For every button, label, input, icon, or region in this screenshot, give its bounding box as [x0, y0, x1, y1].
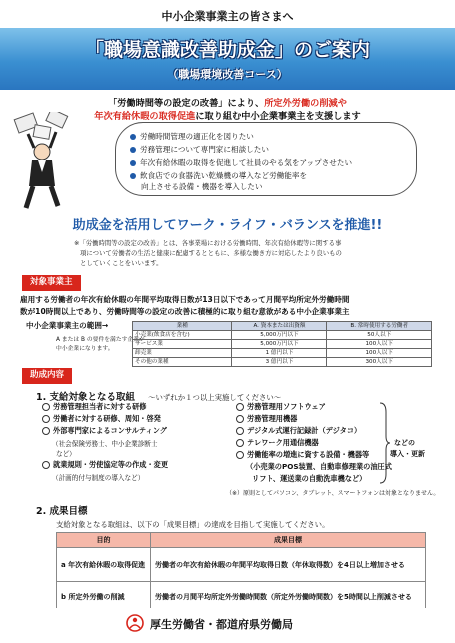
lead-term: 「労働時間等の設定の改善」 [108, 98, 228, 109]
table-cell: 5,000万円以下 [232, 340, 327, 349]
table-cell: 5,000万円以下 [232, 331, 327, 340]
content-tag: 助成内容 [22, 368, 72, 384]
table-cell: 労働者の月間平均所定外労働時間数（所定外労働時間数）を5時間以上削減させる [151, 582, 426, 612]
table-cell: 100人以下 [327, 349, 432, 358]
business-scale-table [132, 321, 432, 367]
measure-item: 就業規則・労使協定等の作成・変更 [42, 460, 168, 470]
scope-label: 中小企業事業主の範囲→ [26, 321, 109, 330]
bracket-icon [378, 402, 390, 484]
measure-item: 外部専門家によるコンサルティング [42, 426, 167, 436]
definition-note: ※「労働時間等の設定の改善」とは、各事業場における労働時間、年次有給休暇等に関する事 [74, 239, 342, 247]
definition-note: 項について労働者の生活と健康に配慮するとともに、多様な働き方に対応したより良いもの [80, 249, 342, 257]
table-row [133, 349, 432, 358]
page-title: 「職場意識改善助成金」のご案内 [84, 39, 370, 61]
circle-icon [42, 461, 50, 469]
table-header: 成果目標 [151, 533, 426, 548]
circle-icon [42, 415, 50, 423]
circle-icon [42, 403, 50, 411]
table-cell: 1 億円以下 [232, 349, 327, 358]
equipment-item: 労務管理用ソフトウェア [236, 402, 326, 412]
table-header: 業種 [133, 322, 232, 331]
ministry-name: 厚生労働省・都道府県労働局 [150, 618, 293, 631]
cheering-worker-illustration [8, 112, 78, 212]
equipment-item-detail: リフト、運送業の自動洗車機など） [252, 474, 367, 483]
table-row [133, 331, 432, 340]
table-cell: 3 億円以下 [232, 358, 327, 367]
table-cell: a 年次有給休暇の取得促進 [57, 548, 151, 582]
table-row [133, 340, 432, 349]
table-row [133, 358, 432, 367]
ministry-logo-icon [126, 614, 144, 632]
table-cell: 50人以下 [327, 331, 432, 340]
table-cell: サービス業 [133, 340, 232, 349]
table-header-row [133, 322, 432, 331]
target-text: 数が10時間以上であり、労働時間等の設定の改善に積極的に取り組む意欲がある中小企業事業主 [20, 307, 350, 316]
measure-item-detail: など） [56, 450, 76, 458]
target-text: 雇用する労働者の年次有給休暇の年間平均取得日数が13日以下であって月間平均所定外労働時間 [20, 295, 350, 304]
circle-icon [236, 451, 244, 459]
equipment-item: デジタル式運行記録計（デジタコ） [236, 426, 361, 436]
goal-table [56, 532, 426, 612]
equipment-footnote: （※）原則としてパソコン、タブレット、スマートフォンは対象となりません。 [226, 490, 440, 497]
bubble-item: 労務管理について専門家に相談したい [130, 144, 269, 155]
bullet-icon [130, 134, 136, 140]
target-tag: 対象事業主 [22, 275, 81, 291]
slogan: 助成金を活用してワーク・ライフ・バランスを推進!! [72, 218, 383, 233]
circle-icon [236, 415, 244, 423]
section-2-description: 支給対象となる取組は、以下の「成果目標」の達成を目指して実施してください。 [56, 520, 330, 529]
lead-joiner: により、 [227, 98, 265, 109]
table-header-row [57, 533, 426, 548]
lead-highlight-overtime: 所定外労働の削減や [264, 98, 347, 109]
table-cell: 小売業(飲食店を含む) [133, 331, 232, 340]
table-row [57, 548, 426, 582]
bubble-item: 労働時間管理の適正化を図りたい [130, 131, 254, 142]
aside-label: 導入・更新 [390, 450, 425, 458]
circle-icon [236, 403, 244, 411]
intro-line: 中小企業事業主の皆さまへ [161, 10, 294, 23]
bullet-icon [130, 147, 136, 153]
table-cell: 300人以下 [327, 358, 432, 367]
equipment-item: テレワーク用通信機器 [236, 438, 319, 448]
scope-note: 中小企業になります。 [56, 346, 114, 352]
measure-item: 労働者に対する研修、周知・啓発 [42, 414, 161, 424]
table-row [57, 582, 426, 612]
table-cell: 労働者の年次有給休暇の年間平均取得日数（年休取得数）を4日以上増加させる [151, 548, 426, 582]
circle-icon [42, 427, 50, 435]
definition-note: としていくことをいいます。 [80, 259, 163, 267]
lead-line-1 [0, 95, 455, 109]
aside-label: などの [394, 439, 415, 447]
table-cell: 100人以下 [327, 340, 432, 349]
equipment-item-detail: （小売業のPOS装置、自動車修理業の油圧式 [246, 462, 392, 471]
bullet-icon [130, 173, 136, 179]
table-header: B. 常時使用する労働者 [327, 322, 432, 331]
section-2-heading: 2. 成果目標 [36, 506, 88, 517]
measure-item-detail: （社会保険労務士、中小企業診断士 [52, 440, 158, 448]
page-subtitle: （職場環境改善コース） [167, 68, 288, 81]
circle-icon [236, 427, 244, 435]
measure-item-detail: （計画的付与制度の導入など） [52, 474, 145, 482]
measure-item: 労務管理担当者に対する研修 [42, 402, 146, 412]
scope-note: A または B の要件を満たす企業が [56, 337, 145, 343]
table-cell: その他の業種 [133, 358, 232, 367]
equipment-item: 労働能率の増進に資する設備・機器等 [236, 450, 369, 460]
bubble-item: 年次有給休暇の取得を促進して社員のやる気をアップさせたい [130, 157, 352, 168]
bubble-item-continued: 向上させる設備・機器を導入したい [141, 182, 263, 191]
table-cell: b 所定外労働の削減 [57, 582, 151, 612]
bubble-item: 飲食店での食器洗い乾燥機の導入など労働能率を [130, 170, 307, 181]
section-1-heading: 1. 支給対象となる取組 〜いずれか１つ以上実施してください〜 [36, 392, 282, 403]
circle-icon [236, 439, 244, 447]
lead-highlight-leave: 年次有給休暇の取得促進 [94, 111, 196, 122]
bullet-icon [130, 160, 136, 166]
equipment-item: 労務管理用機器 [236, 414, 297, 424]
lead-support: に取り組む中小企業事業主を支援します [195, 111, 361, 122]
table-cell: 卸売業 [133, 349, 232, 358]
table-header: A. 資本または出資額 [232, 322, 327, 331]
table-header: 目的 [57, 533, 151, 548]
